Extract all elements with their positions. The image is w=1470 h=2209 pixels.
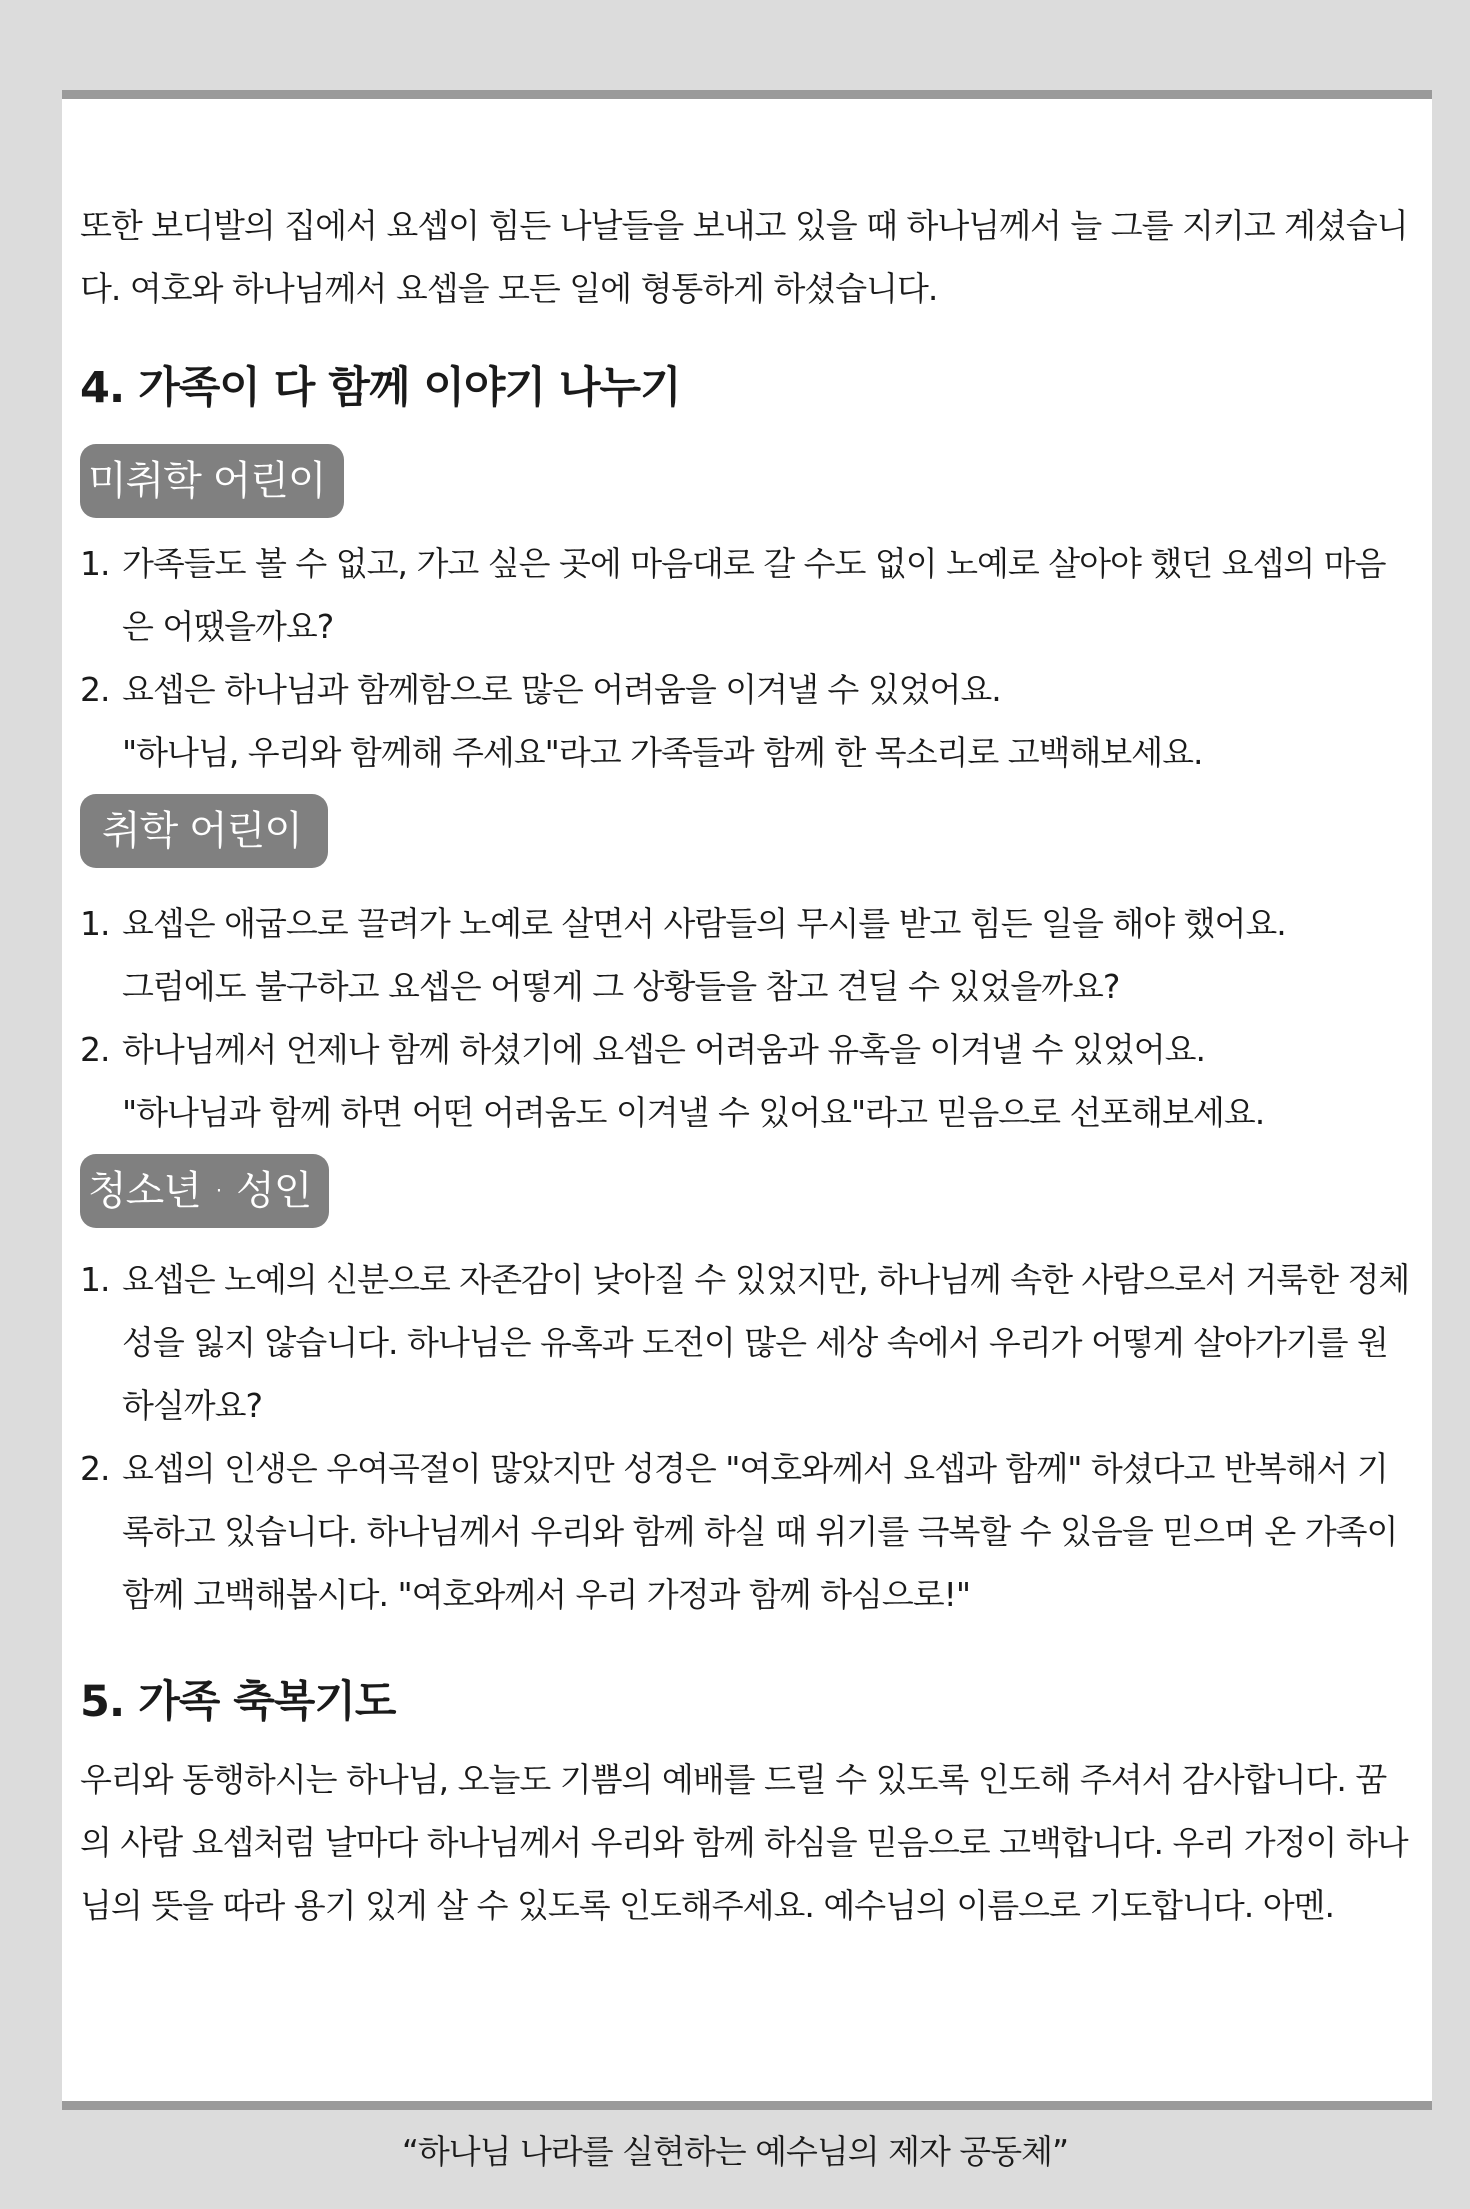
school-age-questions: [80, 892, 1410, 1144]
group-tag-preschool: 미취학 어린이: [80, 444, 344, 518]
page-content: [80, 194, 1410, 1937]
item-number: 1.: [80, 544, 110, 583]
section-4-heading: 4. 가족이 다 함께 이야기 나누기: [80, 363, 681, 413]
list-item: [80, 532, 1410, 658]
intro-paragraph: 또한 보디발의 집에서 요셉이 힘든 나날들을 보내고 있을 때 하나님께서 늘 그를 지키고 계셨습니다. 여호와 하나님께서 요셉을 모든 일에 형통하게 하셨습니다.: [80, 206, 1408, 308]
footer-slogan: “하나님 나라를 실현하는 예수님의 제자 공동체”: [401, 2132, 1069, 2171]
item-text: 가족들도 볼 수 없고, 가고 싶은 곳에 마음대로 갈 수도 없이 노예로 살아야 했던 요셉의 마음은 어땠을까요?: [122, 544, 1386, 646]
youth-adult-questions: [80, 1248, 1410, 1626]
preschool-questions: [80, 532, 1410, 784]
item-number: 2.: [80, 1030, 110, 1069]
item-text-line2: 그럼에도 불구하고 요셉은 어떻게 그 상황들을 참고 견딜 수 있었을까요?: [122, 967, 1120, 1006]
group-tag-school-age: 취학 어린이: [80, 794, 328, 868]
item-text: 요셉은 하나님과 함께함으로 많은 어려움을 이겨낼 수 있었어요.: [122, 670, 1001, 709]
item-text: 요셉은 노예의 신분으로 자존감이 낮아질 수 있었지만, 하나님께 속한 사람으로서 거룩한 정체성을 잃지 않습니다. 하나님은 유혹과 도전이 많은 세상 속에서 우리가 어떻게 살아가기를 원하실까요?: [122, 1260, 1410, 1425]
item-number: 2.: [80, 1449, 110, 1488]
item-number: 1.: [80, 1260, 110, 1299]
list-item: [80, 658, 1410, 784]
prayer-paragraph: 우리와 동행하시는 하나님, 오늘도 기쁨의 예배를 드릴 수 있도록 인도해 주셔서 감사합니다. 꿈의 사람 요셉처럼 날마다 하나님께서 우리와 함께 하심을 믿음으로 고백합니다. 우리 가정이 하나님의 뜻을 따라 용기 있게 살 수 있도록 인도해주세요. 예수님의 이름으로 기도합니다. 아멘.: [80, 1760, 1408, 1925]
section-5-heading: 5. 가족 축복기도: [80, 1677, 396, 1727]
group-preschool: [80, 444, 1410, 784]
group-school-age: [80, 794, 1410, 1144]
item-text-line2: "하나님, 우리와 함께해 주세요"라고 가족들과 함께 한 목소리로 고백해보세요.: [122, 733, 1203, 772]
document-page: [62, 90, 1432, 2110]
group-youth-adult: [80, 1154, 1410, 1626]
item-text-line2: "하나님과 함께 하면 어떤 어려움도 이겨낼 수 있어요"라고 믿음으로 선포해보세요.: [122, 1093, 1265, 1132]
item-text: 요셉은 애굽으로 끌려가 노예로 살면서 사람들의 무시를 받고 힘든 일을 해야 했어요.: [122, 904, 1286, 943]
list-item: [80, 1018, 1410, 1144]
item-text: 하나님께서 언제나 함께 하셨기에 요셉은 어려움과 유혹을 이겨낼 수 있었어요.: [122, 1030, 1205, 1069]
item-number: 1.: [80, 904, 110, 943]
group-tag-youth-adult: 청소년 · 성인: [80, 1154, 329, 1228]
list-item: [80, 1437, 1410, 1626]
item-text: 요셉의 인생은 우여곡절이 많았지만 성경은 "여호와께서 요셉과 함께" 하셨다고 반복해서 기록하고 있습니다. 하나님께서 우리와 함께 하실 때 위기를 극복할 수 있음을 믿으며 온 가족이 함께 고백해봅시다. "여호와께서 우리 가정과 함께 하심으로!": [122, 1449, 1398, 1614]
list-item: [80, 892, 1410, 1018]
list-item: [80, 1248, 1410, 1437]
item-number: 2.: [80, 670, 110, 709]
